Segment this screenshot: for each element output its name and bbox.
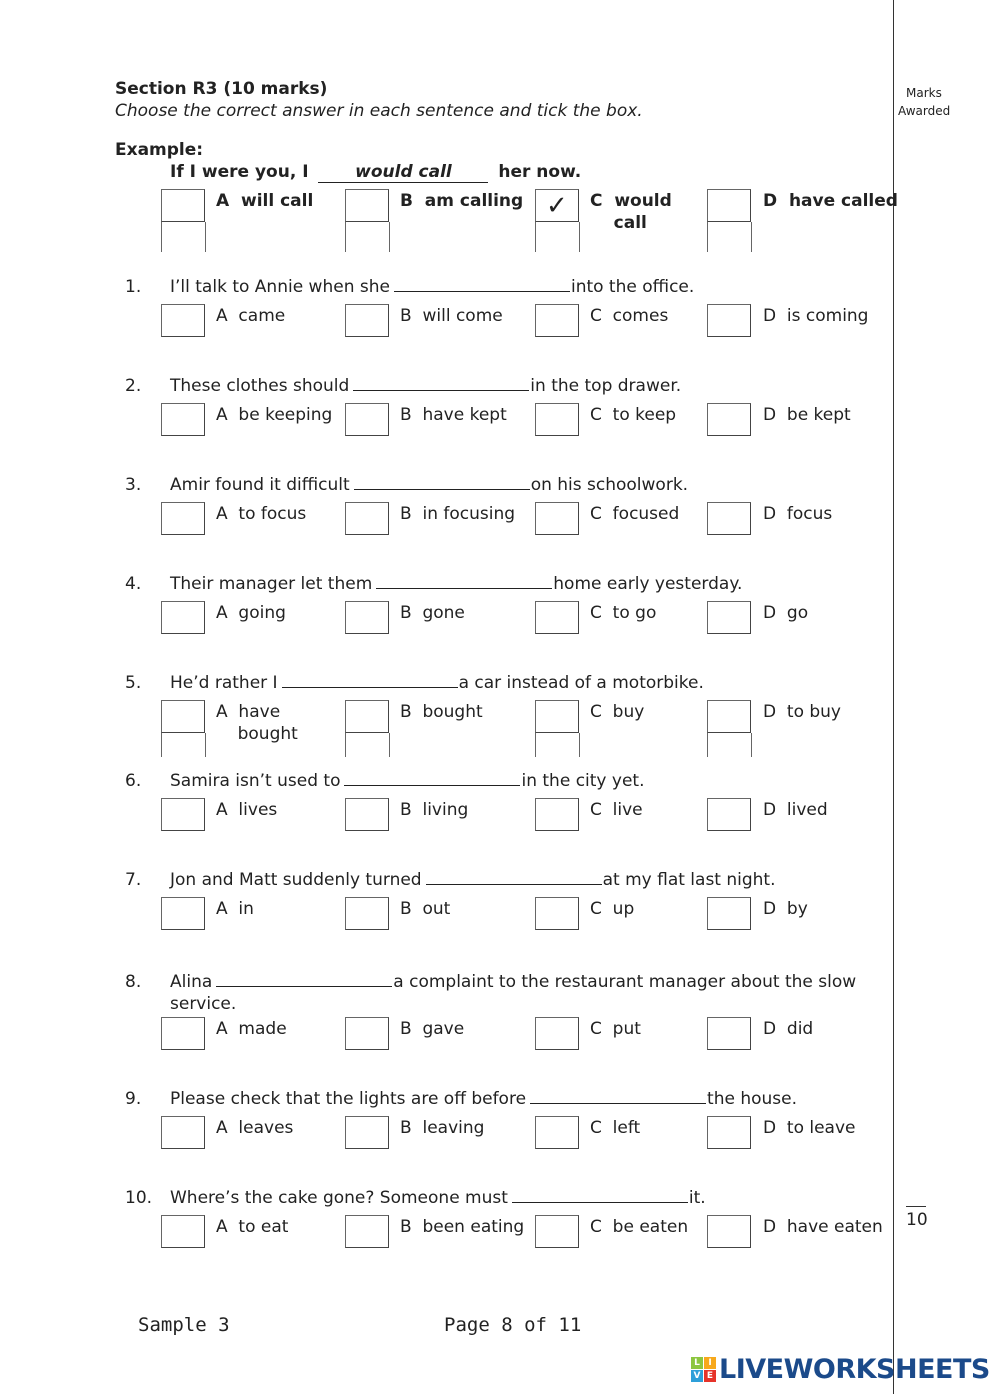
answer-checkbox[interactable]: [707, 1215, 751, 1248]
answer-checkbox[interactable]: [345, 700, 389, 733]
option-label: C would call: [590, 191, 672, 233]
answer-checkbox[interactable]: [161, 798, 205, 831]
option-label: C to go: [590, 603, 657, 623]
answer-blank: [394, 277, 570, 292]
option-label: C left: [590, 1118, 641, 1138]
question-text-before: Please check that the lights are off before: [170, 1089, 527, 1109]
example-before: If I were you, I: [170, 162, 309, 182]
answer-checkbox[interactable]: [345, 502, 389, 535]
answer-blank: [426, 870, 602, 885]
question-number: 1.: [125, 277, 142, 297]
option-label: A to focus: [216, 504, 307, 524]
logo-tile: E: [704, 1370, 716, 1382]
answer-checkbox[interactable]: [707, 1017, 751, 1050]
answer-checkbox[interactable]: [161, 897, 205, 930]
answer-checkbox[interactable]: [535, 798, 579, 831]
answer-checkbox[interactable]: [535, 189, 579, 222]
total-marks-line: [906, 1206, 926, 1207]
checkbox-extension: [345, 222, 390, 252]
question-text-before: I’ll talk to Annie when she: [170, 277, 390, 297]
option-label: D go: [763, 603, 809, 623]
answer-checkbox[interactable]: [161, 403, 205, 436]
question-text-before: These clothes should: [170, 376, 350, 396]
option-label: C comes: [590, 306, 669, 326]
answer-checkbox[interactable]: [161, 189, 205, 222]
option-label: D is coming: [763, 306, 869, 326]
option-label: C up: [590, 899, 635, 919]
answer-blank: [376, 574, 552, 589]
option-label: C buy: [590, 702, 645, 722]
option-label: D to buy: [763, 702, 841, 722]
option-label: A lives: [216, 800, 278, 820]
logo-tile: I: [704, 1357, 716, 1369]
answer-checkbox[interactable]: [535, 304, 579, 337]
question-number: 2.: [125, 376, 142, 396]
question-sentence: [170, 574, 742, 594]
option-label: D to leave: [763, 1118, 856, 1138]
option-label: A will call: [216, 191, 314, 211]
question-text-after: the house.: [707, 1089, 798, 1109]
question-text-before: Alina: [170, 972, 213, 992]
checkbox-extension: [161, 733, 206, 757]
question-text-before: Amir found it difficult: [170, 475, 350, 495]
answer-checkbox[interactable]: [345, 403, 389, 436]
option-label: A came: [216, 306, 286, 326]
answer-checkbox[interactable]: [345, 798, 389, 831]
example-label: Example:: [115, 140, 204, 160]
answer-blank: [344, 771, 520, 786]
answer-checkbox[interactable]: [345, 601, 389, 634]
question-text-after: in the city yet.: [521, 771, 645, 791]
question-text-continued: service.: [170, 994, 237, 1014]
question-text-after: on his schoolwork.: [530, 475, 689, 495]
answer-checkbox[interactable]: [161, 1215, 205, 1248]
example-sentence: [170, 162, 581, 183]
answer-checkbox[interactable]: [345, 1215, 389, 1248]
checkbox-extension: [707, 222, 752, 252]
answer-blank: [530, 1089, 706, 1104]
question-number: 3.: [125, 475, 142, 495]
footer-sample: Sample 3: [138, 1314, 230, 1336]
answer-checkbox[interactable]: [707, 189, 751, 222]
logo-text: LIVEWORKSHEETS: [719, 1354, 990, 1385]
question-text-after: home early yesterday.: [553, 574, 743, 594]
question-text-before: Samira isn’t used to: [170, 771, 341, 791]
question-sentence: [170, 972, 856, 992]
option-label: B been eating: [400, 1217, 525, 1237]
answer-checkbox[interactable]: [161, 1116, 205, 1149]
answer-checkbox[interactable]: [535, 403, 579, 436]
question-sentence: [170, 870, 776, 890]
answer-checkbox[interactable]: [707, 897, 751, 930]
question-text-before: Where’s the cake gone? Someone must: [170, 1188, 508, 1208]
answer-checkbox[interactable]: [707, 1116, 751, 1149]
question-sentence: [170, 1089, 797, 1109]
option-label: D be kept: [763, 405, 851, 425]
example-blank: [318, 162, 488, 183]
question-sentence: [170, 376, 681, 396]
checkbox-extension: [161, 222, 206, 252]
question-number: 4.: [125, 574, 142, 594]
question-text-before: Jon and Matt suddenly turned: [170, 870, 422, 890]
answer-checkbox[interactable]: [535, 1116, 579, 1149]
answer-checkbox[interactable]: [707, 304, 751, 337]
question-number: 8.: [125, 972, 142, 992]
awarded-label: Awarded: [898, 104, 951, 118]
option-label: B have kept: [400, 405, 507, 425]
option-label: B gone: [400, 603, 465, 623]
option-label: A made: [216, 1019, 287, 1039]
answer-checkbox[interactable]: [535, 601, 579, 634]
question-number: 9.: [125, 1089, 142, 1109]
checkbox-extension: [535, 733, 580, 757]
answer-checkbox[interactable]: [161, 502, 205, 535]
question-number: 5.: [125, 673, 142, 693]
option-label: B gave: [400, 1019, 465, 1039]
answer-checkbox[interactable]: [161, 1017, 205, 1050]
answer-blank: [353, 376, 529, 391]
option-label: D focus: [763, 504, 833, 524]
option-label: D have eaten: [763, 1217, 883, 1237]
answer-checkbox[interactable]: [535, 502, 579, 535]
option-label: C put: [590, 1019, 641, 1039]
option-label: D have called: [763, 191, 898, 211]
section-title: Section R3 (10 marks): [115, 79, 328, 99]
question-sentence: [170, 771, 644, 791]
logo-tile: L: [691, 1357, 703, 1369]
answer-checkbox[interactable]: [345, 897, 389, 930]
question-sentence: [170, 475, 688, 495]
option-label: B in focusing: [400, 504, 516, 524]
option-label: A leaves: [216, 1118, 294, 1138]
marks-label: Marks: [906, 86, 942, 100]
option-label: B out: [400, 899, 451, 919]
answer-checkbox[interactable]: [535, 897, 579, 930]
option-label: C live: [590, 800, 643, 820]
answer-blank: [354, 475, 530, 490]
question-number: 7.: [125, 870, 142, 890]
liveworksheets-logo: [691, 1354, 990, 1385]
answer-checkbox[interactable]: [345, 1116, 389, 1149]
answer-checkbox[interactable]: [161, 700, 205, 733]
option-label: D lived: [763, 800, 828, 820]
example-after: her now.: [498, 162, 582, 182]
option-label: A in: [216, 899, 254, 919]
answer-checkbox[interactable]: [707, 700, 751, 733]
answer-checkbox[interactable]: [161, 304, 205, 337]
question-number: 6.: [125, 771, 142, 791]
question-text-after: a complaint to the restaurant manager about the slow: [393, 972, 857, 992]
answer-blank: [512, 1188, 688, 1203]
option-label: B bought: [400, 702, 483, 722]
answer-checkbox[interactable]: [345, 189, 389, 222]
question-text-after: in the top drawer.: [530, 376, 682, 396]
answer-checkbox[interactable]: [707, 798, 751, 831]
checkbox-extension: [345, 733, 390, 757]
option-label: C focused: [590, 504, 680, 524]
option-label: A to eat: [216, 1217, 289, 1237]
option-label: D did: [763, 1019, 814, 1039]
footer-page-number: Page 8 of 11: [444, 1314, 582, 1336]
answer-checkbox[interactable]: [707, 403, 751, 436]
option-label: B leaving: [400, 1118, 485, 1138]
answer-checkbox[interactable]: [707, 502, 751, 535]
logo-tiles-icon: [691, 1357, 716, 1382]
answer-checkbox[interactable]: [707, 601, 751, 634]
option-label: A be keeping: [216, 405, 333, 425]
question-sentence: [170, 673, 704, 693]
answer-blank: [282, 673, 458, 688]
example-answer: would call: [355, 162, 452, 182]
question-sentence: [170, 1188, 706, 1208]
answer-checkbox[interactable]: [345, 304, 389, 337]
logo-tile: V: [691, 1370, 703, 1382]
option-label: B am calling: [400, 191, 524, 211]
question-text-after: at my flat last night.: [602, 870, 776, 890]
option-label: A going: [216, 603, 286, 623]
question-text-after: a car instead of a motorbike.: [458, 673, 704, 693]
total-marks: 10: [906, 1210, 928, 1230]
answer-checkbox[interactable]: [535, 1017, 579, 1050]
option-label: D by: [763, 899, 808, 919]
question-text-before: Their manager let them: [170, 574, 373, 594]
option-label: C to keep: [590, 405, 677, 425]
option-label: A have bought: [216, 702, 298, 744]
question-sentence: [170, 277, 694, 297]
answer-blank: [216, 972, 392, 987]
question-text-after: it.: [688, 1188, 706, 1208]
question-text-before: He’d rather I: [170, 673, 278, 693]
checkbox-extension: [535, 222, 580, 252]
option-label: B will come: [400, 306, 503, 326]
tick-icon: ✓: [546, 191, 568, 221]
answer-checkbox[interactable]: [345, 1017, 389, 1050]
option-label: B living: [400, 800, 469, 820]
checkbox-extension: [707, 733, 752, 757]
question-text-after: into the office.: [570, 277, 695, 297]
question-number: 10.: [125, 1188, 153, 1208]
option-label: C be eaten: [590, 1217, 689, 1237]
instruction: Choose the correct answer in each sentence and tick the box.: [115, 101, 643, 121]
answer-checkbox[interactable]: [161, 601, 205, 634]
answer-checkbox[interactable]: [535, 700, 579, 733]
answer-checkbox[interactable]: [535, 1215, 579, 1248]
